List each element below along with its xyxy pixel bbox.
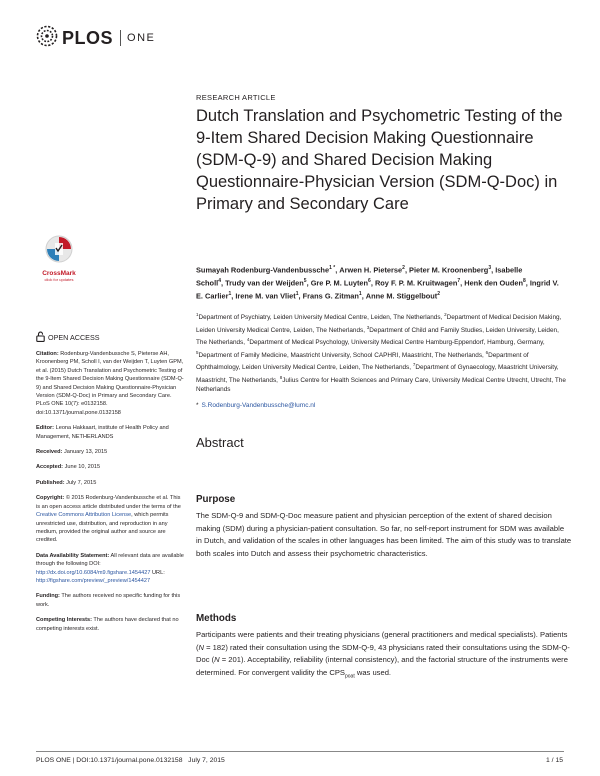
author-affiliation-number: 3 xyxy=(488,265,492,271)
data-availability-text: All relevant data are available through the following DOI: xyxy=(36,552,184,568)
citation-block xyxy=(36,350,186,417)
correspondence-email-link[interactable]: S.Rodenburg-Vandenbussche@lumc.nl xyxy=(201,402,316,409)
author-separator: , xyxy=(231,291,236,301)
methods-n-symbol-2: N xyxy=(214,655,220,665)
footer-date: July 7, 2015 xyxy=(188,757,225,764)
funding-block xyxy=(36,592,186,609)
author-name: Sumayah Rodenburg-Vandenbussche xyxy=(196,265,330,275)
page-number: 1 / 15 xyxy=(546,757,564,764)
affiliation-text: Julius Centre for Health Sciences and Primary Care, University Medical Centre Utrecht, Utrecht, The Netherlands xyxy=(196,376,566,394)
author-affiliation-number: 8 xyxy=(522,278,526,285)
editor-text: Leona Hakkaart, institute of Health Policy and Management, NETHERLANDS xyxy=(36,425,169,440)
copyright-label: Copyright: xyxy=(36,495,65,502)
plos-logo-icon xyxy=(36,25,58,52)
abstract-heading: Abstract xyxy=(196,435,244,450)
affiliation-text: Department of Child and Family Studies, Leiden University, Leiden, The Netherlands, xyxy=(196,326,559,347)
logo-divider xyxy=(120,30,121,46)
plos-wordmark: PLOS xyxy=(62,27,114,48)
author-name: Henk den Ouden xyxy=(464,278,523,288)
accepted-label: Accepted: xyxy=(36,464,64,471)
affiliation-number: 2 xyxy=(444,312,447,317)
article-type: RESEARCH ARTICLE xyxy=(196,93,276,102)
copyright-block xyxy=(36,494,186,544)
author-name: Arwen H. Pieterse xyxy=(339,265,403,275)
author-affiliation-number: 5 xyxy=(303,278,307,285)
competing-interests-label: Competing Interests: xyxy=(36,617,92,624)
author-name: Anne M. Stiggelbout xyxy=(365,291,438,301)
author-affiliation-number: 1 xyxy=(329,265,332,271)
author-name: Roy F. P. M. Kruitwagen xyxy=(374,278,458,288)
affiliation-number: 4 xyxy=(246,337,250,343)
author-name: Trudy van der Weijden xyxy=(225,278,304,288)
affiliation-number: 5 xyxy=(196,349,199,355)
editor-label: Editor: xyxy=(36,425,55,432)
affiliation-text: Department of Gynaecology, Maastricht University, Maastricht, The Netherlands, xyxy=(196,364,559,384)
open-access-badge xyxy=(36,331,100,344)
methods-text-part2: = 182) rated their consultation using the SDM-Q-9, 43 physicians rated their consultations using the SDM-Q-Doc ( xyxy=(196,642,570,665)
affiliation-text: Department of Medical Decision Making, Leiden University Medical Centre, Leiden, The Netherlands, xyxy=(196,314,562,334)
purpose-text: The SDM-Q-9 and SDM-Q-Doc measure patient and physician perception of the extent of shared decision making (SDM) during a physician-patient consultation. So far, no self-report instrument for SDM was available in Dutch, and validation of the scales in other languages has been limited. The aim of this study was to translate both scales into Dutch and assess their psychometric characteristics. xyxy=(196,511,572,558)
editor-block xyxy=(36,424,186,441)
methods-text xyxy=(196,629,572,683)
figshare-link[interactable]: http://figshare.com/preview/_preview/1454427 xyxy=(36,577,151,584)
author-affiliation-number: 2 xyxy=(402,265,405,271)
affiliation-text: Department of Medical Psychology, University Medical Centre Hamburg-Eppendorf, Hamburg, Germany, xyxy=(249,339,545,347)
author-name: Isabelle Scholl xyxy=(196,265,523,288)
data-availability-label: Data Availability Statement: xyxy=(36,552,110,559)
footer-divider xyxy=(36,751,564,752)
author-separator: , xyxy=(370,278,375,288)
license-link[interactable]: Creative Commons Attribution License xyxy=(36,512,132,519)
affiliation-number: 8 xyxy=(279,374,283,380)
affiliation-text: Department of Ophthalmology, Leiden University Medical Centre, Leiden, The Netherlands, xyxy=(196,351,529,372)
author-affiliation-number: 2 xyxy=(437,291,441,298)
published-block xyxy=(36,479,186,487)
affiliation-number: 1 xyxy=(196,312,199,317)
author-separator: , xyxy=(525,278,530,288)
methods-subscript: poat xyxy=(345,673,355,680)
author-name: Pieter M. Kroonenberg xyxy=(409,265,489,275)
author-affiliation-number: 1 xyxy=(228,291,232,298)
competing-interests-text: The authors have declared that no competing interests exist. xyxy=(36,617,179,632)
received-text: January 13, 2015 xyxy=(64,449,108,456)
open-lock-icon xyxy=(36,331,48,344)
received-label: Received: xyxy=(36,449,63,456)
plos-one-logo[interactable] xyxy=(36,27,155,49)
affiliation-text: Department of Family Medicine, Maastricht University, School CAPHRI, Maastricht, The Netherlands, xyxy=(198,351,484,359)
funding-label: Funding: xyxy=(36,593,60,600)
methods-n-symbol: N xyxy=(198,642,205,652)
methods-heading: Methods xyxy=(196,613,237,624)
article-info-sidebar xyxy=(36,350,186,640)
copyright-text-end: , which permits unrestricted use, distribution, and reproduction in any medium, provided the original author and source are credited. xyxy=(36,512,169,544)
methods-text-part4: was used. xyxy=(354,667,392,677)
crossmark-sub: click for updates xyxy=(44,277,74,282)
author-separator: , xyxy=(361,291,366,301)
crossmark-badge[interactable] xyxy=(36,234,82,282)
affiliation-list xyxy=(196,310,566,395)
correspondence xyxy=(196,402,315,409)
author-separator: , xyxy=(335,265,340,275)
affiliation-number: 7 xyxy=(412,362,416,368)
affiliation-number: 6 xyxy=(485,349,489,355)
funding-text: The authors received no specific funding for this work. xyxy=(36,593,181,608)
crossmark-icon xyxy=(44,251,74,268)
article-title: Dutch Translation and Psychometric Testing of the 9-Item Shared Decision Making Questionnaire (SDM-Q-9) and Shared Decision Making Questionnaire-Physician Version (SDM-Q-Doc) in Primary and Secondary Care xyxy=(196,107,563,213)
author-list xyxy=(196,263,566,302)
author-affiliation-number: 7 xyxy=(457,278,461,285)
published-label: Published: xyxy=(36,479,65,486)
author-affiliation-number: 4 xyxy=(218,278,221,285)
competing-interests-block xyxy=(36,616,186,633)
data-availability-block xyxy=(36,552,186,586)
author-name: Frans G. Zitman xyxy=(302,291,359,301)
affiliation-number: 3 xyxy=(366,324,370,330)
author-separator: , xyxy=(460,278,465,288)
open-access-label: OPEN ACCESS xyxy=(48,333,100,342)
data-availability-url-label: URL: xyxy=(152,569,165,576)
author-affiliation-number: 1 xyxy=(358,291,362,298)
crossmark-label: CrossMark xyxy=(42,270,76,277)
author-separator: , xyxy=(298,291,303,301)
author-name: Ingrid V. E. Carlier xyxy=(196,278,559,301)
received-block xyxy=(36,448,186,456)
author-separator: , xyxy=(491,265,496,275)
author-separator: , xyxy=(220,278,226,288)
corresponding-author-mark: * xyxy=(331,265,336,271)
citation-text: Rodenburg-Vandenbussche S, Pieterse AH, Kroonenberg PM, Scholl I, van der Weijden T, Luyten GPM, et al. (2015) Dutch Translation and Psychometric Testing of the 9-Item Shared Decision Making Questionnaire (SDM-Q-9) and Shared Decision Making Questionnaire-Physician Version (SDM-Q-Doc) in Primary and Secondary Care. PLoS ONE 10(7): e0132158. doi:10.1371/journal.pone.0132158 xyxy=(36,351,184,416)
author-name: Irene M. van Vliet xyxy=(235,291,296,301)
copyright-text: © 2015 Rodenburg-Vandenbussche et al. This is an open access article distributed under the terms of the xyxy=(36,495,181,510)
accepted-block xyxy=(36,463,186,471)
affiliation-text: Department of Psychiatry, Leiden University Medical Centre, Leiden, The Netherlands, xyxy=(198,314,443,322)
methods-text-part3: = 201). Acceptability, reliability (internal consistency), and the factorial structure of the instruments were determined. For convergent validity the CPS xyxy=(196,655,568,677)
author-separator: , xyxy=(404,265,410,275)
purpose-heading: Purpose xyxy=(196,494,236,505)
citation-label: Citation: xyxy=(36,351,59,357)
published-text: July 7, 2015 xyxy=(66,479,97,486)
journal-name: ONE xyxy=(127,32,156,44)
author-name: Gre P. M. Luyten xyxy=(310,278,369,288)
methods-text-part1: Participants were patients and their treating physicians (general practitioners and medical specialists). Patients ( xyxy=(196,630,568,652)
footer-doi: PLOS ONE | DOI:10.1371/journal.pone.0132158 xyxy=(36,757,183,764)
doi-link[interactable]: http://dx.doi.org/10.6084/m9.figshare.1454427 xyxy=(36,569,151,576)
author-affiliation-number: 1 xyxy=(295,291,299,298)
accepted-text: June 10, 2015 xyxy=(64,464,101,471)
author-affiliation-number: 6 xyxy=(368,278,371,285)
footer-citation xyxy=(36,757,225,764)
author-separator: , xyxy=(306,278,311,288)
correspondence-mark: * xyxy=(196,402,199,409)
